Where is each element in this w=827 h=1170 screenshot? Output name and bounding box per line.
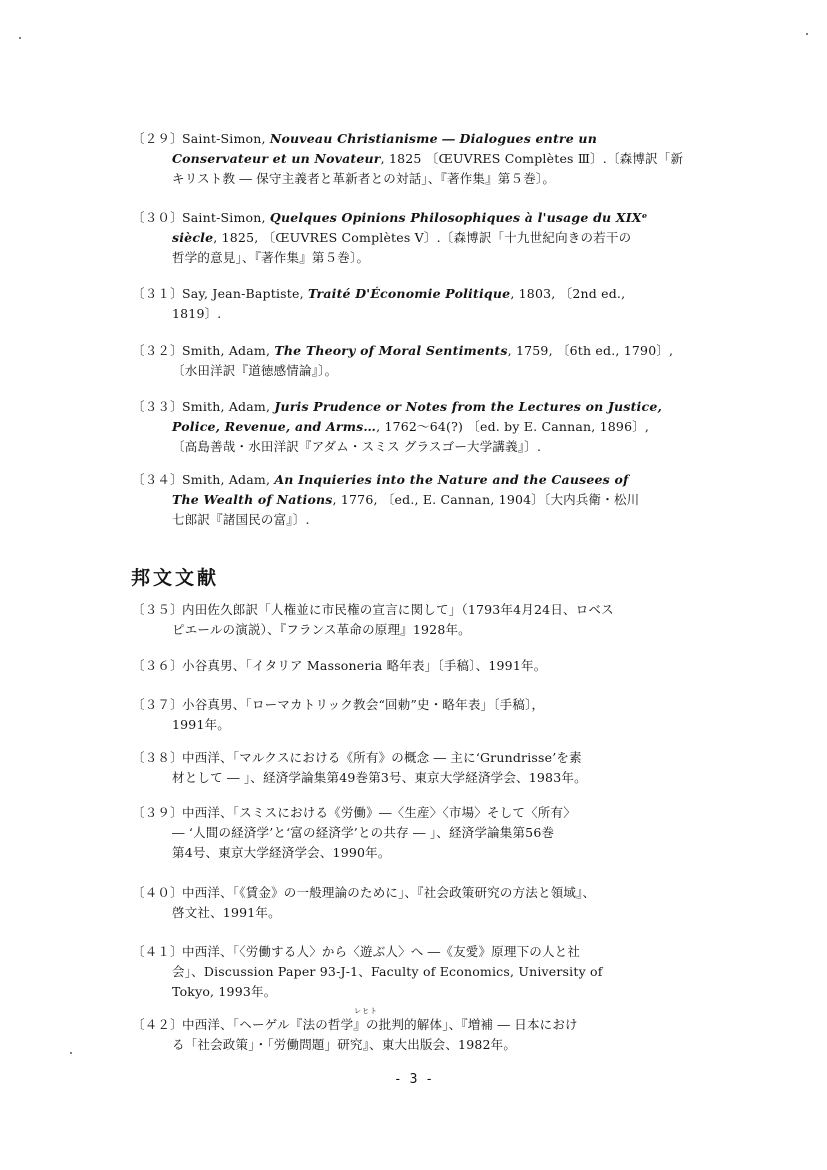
reference-line bbox=[132, 417, 732, 437]
ruby-annotation: レヒト bbox=[354, 1007, 378, 1015]
reference-line bbox=[132, 803, 732, 823]
reference-line bbox=[132, 715, 732, 735]
reference-line bbox=[132, 823, 732, 843]
reference-text: , 1759, 〔6th ed., 1790〕, bbox=[507, 343, 674, 358]
reference-text: 1819〕. bbox=[172, 306, 222, 321]
reference-text: 材として ― 」、経済学論集第49巻第3号、東京大学経済学会、1983年。 bbox=[172, 770, 587, 785]
reference-text: Say, Jean-Baptiste, bbox=[182, 286, 308, 301]
reference-text: Smith, Adam, bbox=[182, 472, 275, 487]
work-title: Conservateur et un Novateur bbox=[172, 151, 381, 166]
reference-text: 〔高島善哉・水田洋訳『アダム・スミス グラスゴー大学講義』〕. bbox=[172, 439, 542, 454]
reference-text: , 1825, 〔ŒUVRES Complètes Ⅴ〕.〔森博訳「十九世紀向きの若干の bbox=[213, 230, 632, 245]
reference-text: Saint-Simon, bbox=[182, 210, 270, 225]
reference-entry bbox=[132, 656, 732, 676]
work-title: An Inquieries into the Nature and the Causees of bbox=[274, 472, 629, 487]
reference-number: 〔３１〕 bbox=[132, 286, 183, 301]
reference-line bbox=[132, 962, 732, 982]
page-number: - 3 - bbox=[393, 1072, 434, 1087]
reference-entry bbox=[132, 600, 732, 640]
work-title: Nouveau Christianisme ― Dialogues entre un bbox=[269, 131, 597, 146]
reference-text: る「社会政策」・「労働問題」研究』、東大出版会、1982年。 bbox=[172, 1037, 517, 1052]
reference-text: , 1825 〔ŒUVRES Complètes Ⅲ〕.〔森博訳「新 bbox=[380, 151, 684, 166]
reference-text: キリスト教 ― 保守主義者と革新者との対話」、『著作集』第５巻〕。 bbox=[172, 171, 556, 186]
work-title: siècle bbox=[172, 230, 214, 245]
reference-entry bbox=[132, 397, 732, 457]
work-title: Police, Revenue, and Arms… bbox=[172, 419, 377, 434]
reference-text: 哲学的意見」、『著作集』第５巻〕。 bbox=[172, 250, 370, 265]
reference-text: 第4号、東京大学経済学会、1990年。 bbox=[172, 845, 391, 860]
section-heading: 邦文文献 bbox=[131, 567, 220, 589]
reference-line bbox=[132, 903, 732, 923]
reference-number: 〔３４〕 bbox=[132, 472, 183, 487]
reference-entry bbox=[132, 695, 732, 735]
reference-text: 中西洋、「スミスにおける《労働》―〈生産〉〈市場〉そして〈所有〉 bbox=[182, 805, 576, 820]
scan-speck bbox=[19, 37, 21, 39]
reference-number: 〔４１〕 bbox=[132, 944, 183, 959]
reference-number: 〔３７〕 bbox=[132, 697, 183, 712]
reference-line bbox=[132, 361, 732, 381]
reference-line bbox=[132, 149, 732, 169]
reference-line bbox=[132, 843, 732, 863]
reference-line bbox=[132, 768, 732, 788]
reference-line bbox=[132, 510, 732, 530]
reference-text: ピエールの演説）、『フランス革命の原理』1928年。 bbox=[172, 622, 471, 637]
reference-number: 〔４２〕 bbox=[132, 1017, 183, 1032]
reference-line bbox=[132, 248, 732, 268]
reference-text: 1991年。 bbox=[172, 717, 231, 732]
reference-text: Smith, Adam, bbox=[182, 343, 275, 358]
reference-number: 〔３６〕 bbox=[132, 658, 183, 673]
reference-line bbox=[132, 304, 732, 324]
reference-line bbox=[132, 470, 732, 490]
reference-line bbox=[132, 620, 732, 640]
reference-number: 〔３８〕 bbox=[132, 750, 183, 765]
reference-line bbox=[132, 228, 732, 248]
work-title: Juris Prudence or Notes from the Lectures on Justice, bbox=[274, 399, 663, 414]
reference-number: 〔３０〕 bbox=[132, 210, 183, 225]
reference-line bbox=[132, 748, 732, 768]
reference-text: 中西洋、「《賃金》の一般理論のために」、『社会政策研究の方法と領域』、 bbox=[182, 885, 596, 900]
reference-line bbox=[132, 490, 732, 510]
reference-line bbox=[132, 397, 732, 417]
reference-text: 〔水田洋訳『道徳感情論』〕。 bbox=[172, 363, 338, 378]
reference-entry bbox=[132, 208, 732, 268]
reference-line bbox=[132, 169, 732, 189]
reference-entry bbox=[132, 284, 732, 324]
reference-number: 〔４０〕 bbox=[132, 885, 183, 900]
reference-number: 〔３３〕 bbox=[132, 399, 183, 414]
reference-entry bbox=[132, 803, 732, 863]
reference-line bbox=[132, 437, 732, 457]
reference-text: Tokyo, 1993年。 bbox=[172, 984, 277, 999]
reference-text: 小谷真男、「イタリア Massoneria 略年表」〔手稿〕、1991年。 bbox=[182, 658, 547, 673]
reference-entry bbox=[132, 883, 732, 923]
reference-text: , 1803, 〔2nd ed., bbox=[510, 286, 626, 301]
reference-line bbox=[132, 695, 732, 715]
reference-text: Saint-Simon, bbox=[182, 131, 270, 146]
reference-number: 〔２９〕 bbox=[132, 131, 183, 146]
reference-entry bbox=[132, 341, 732, 381]
reference-line bbox=[132, 942, 732, 962]
reference-line bbox=[132, 208, 732, 228]
reference-line bbox=[132, 600, 732, 620]
reference-line bbox=[132, 1035, 732, 1055]
work-title: Traité D'Économie Politique bbox=[307, 286, 511, 301]
reference-text: 会」、Discussion Paper 93-J-1、Faculty of Economics, University of bbox=[172, 964, 603, 979]
reference-entry bbox=[132, 470, 732, 530]
reference-text: Smith, Adam, bbox=[182, 399, 275, 414]
reference-line bbox=[132, 982, 732, 1002]
reference-number: 〔３９〕 bbox=[132, 805, 183, 820]
reference-line bbox=[132, 341, 732, 361]
reference-number: 〔３５〕 bbox=[132, 602, 183, 617]
reference-entry bbox=[132, 748, 732, 788]
reference-text: 中西洋、「マルクスにおける《所有》の概念 ― 主に‘Grundrisse’を素 bbox=[182, 750, 582, 765]
reference-text: 中西洋、「〈労働する人〉から〈遊ぶ人〉へ ―《友愛》原理下の人と社 bbox=[182, 944, 581, 959]
reference-text: 七郎訳『諸国民の富』〕. bbox=[172, 512, 310, 527]
reference-text: , 1762～64(?) 〔ed. by E. Cannan, 1896〕, bbox=[376, 419, 650, 434]
work-title: The Theory of Moral Sentiments bbox=[274, 343, 508, 358]
scan-speck bbox=[806, 33, 808, 35]
reference-text: ― ‘人間の経済学’と‘富の経済学’との共存 ― 」、経済学論集第56巻 bbox=[172, 825, 555, 840]
work-title: The Wealth of Nations bbox=[172, 492, 333, 507]
reference-text: 内田佐久郎訳「人権並に市民権の宣言に関して」（1793年4月24日、ロベス bbox=[182, 602, 614, 617]
reference-line bbox=[132, 284, 732, 304]
scan-speck bbox=[70, 1052, 72, 1054]
reference-line bbox=[132, 1015, 732, 1035]
reference-entry bbox=[132, 942, 732, 1002]
reference-line bbox=[132, 129, 732, 149]
reference-text: 小谷真男、「ローマカトリック教会“回勅”史・略年表」〔手稿〕， bbox=[182, 697, 545, 712]
reference-entry bbox=[132, 129, 732, 189]
reference-entry bbox=[132, 1015, 732, 1055]
work-title: Quelques Opinions Philosophiques à l'usage du XIXᵉ bbox=[269, 210, 648, 225]
reference-line bbox=[132, 656, 732, 676]
reference-text: , 1776, 〔ed., E. Cannan, 1904〕〔大内兵衛・松川 bbox=[332, 492, 640, 507]
reference-text: 啓文社、1991年。 bbox=[172, 905, 281, 920]
reference-text: 中西洋、「ヘーゲル『法の哲学』の批判的解体」、『増補 ― 日本におけ bbox=[182, 1017, 578, 1032]
reference-number: 〔３２〕 bbox=[132, 343, 183, 358]
reference-line bbox=[132, 883, 732, 903]
